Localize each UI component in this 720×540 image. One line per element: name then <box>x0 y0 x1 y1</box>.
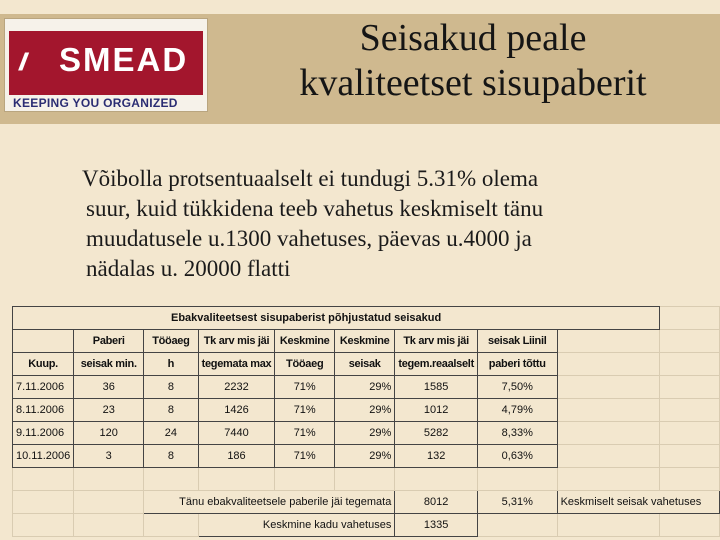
empty-cell <box>557 445 660 468</box>
smead-logo <box>4 18 208 112</box>
empty-cell <box>660 468 720 491</box>
table-header-row <box>13 330 720 353</box>
table-cell: 71% <box>275 422 335 445</box>
empty-cell <box>335 468 395 491</box>
header-cell: Paberi <box>74 330 144 353</box>
header-cell: tegemata max <box>198 353 275 376</box>
body-paragraph <box>82 164 686 284</box>
empty-cell <box>198 468 275 491</box>
table-row <box>13 399 720 422</box>
body-line-2: suur, kuid tükkidena teeb vahetus keskmiselt tänu <box>86 196 544 221</box>
table-cell: 4,79% <box>477 399 557 422</box>
table-cell: 23 <box>74 399 144 422</box>
table-cell: 71% <box>275 376 335 399</box>
header-cell: Keskmine <box>335 330 395 353</box>
table-cell: 29% <box>335 445 395 468</box>
table-header-row <box>13 353 720 376</box>
empty-cell <box>660 445 720 468</box>
header-cell: paberi tõttu <box>477 353 557 376</box>
summary-row <box>13 491 720 514</box>
table-cell: 0,63% <box>477 445 557 468</box>
empty-cell <box>660 399 720 422</box>
header-cell: Tööaeg <box>275 353 335 376</box>
empty-cell <box>660 514 720 537</box>
empty-cell <box>557 468 660 491</box>
table-row <box>13 445 720 468</box>
table-cell: 10.11.2006 <box>13 445 74 468</box>
summary-label: Tänu ebakvaliteetsele paberile jäi tegemata <box>144 491 395 514</box>
header-cell: tegem.reaalselt <box>395 353 478 376</box>
empty-cell <box>395 468 478 491</box>
summary-note: Keskmiselt seisak vahetuses <box>557 491 719 514</box>
empty-cell <box>13 468 74 491</box>
logo-slashes: /// <box>19 49 22 76</box>
empty-cell <box>144 514 198 537</box>
table-cell: 7.11.2006 <box>13 376 74 399</box>
empty-cell <box>13 514 74 537</box>
table-cell: 186 <box>198 445 275 468</box>
empty-cell <box>557 330 660 353</box>
empty-cell <box>275 468 335 491</box>
empty-cell <box>557 422 660 445</box>
header-cell: Tk arv mis jäi <box>395 330 478 353</box>
table-cell: 5282 <box>395 422 478 445</box>
table-row <box>13 422 720 445</box>
empty-cell <box>477 514 557 537</box>
table-row <box>13 376 720 399</box>
table-cell: 29% <box>335 422 395 445</box>
empty-cell <box>74 491 144 514</box>
table-cell: 8,33% <box>477 422 557 445</box>
table-cell: 8 <box>144 399 198 422</box>
average-row <box>13 514 720 537</box>
header-cell: Tööaeg <box>144 330 198 353</box>
slide-title <box>236 16 710 106</box>
empty-cell <box>13 491 74 514</box>
summary-value: 8012 <box>395 491 478 514</box>
header-cell: seisak min. <box>74 353 144 376</box>
body-line-1: Võibolla protsentuaalselt ei tundugi 5.31% olema <box>82 166 539 191</box>
table-cell: 71% <box>275 445 335 468</box>
table-cell: 3 <box>74 445 144 468</box>
table-cell: 9.11.2006 <box>13 422 74 445</box>
table-cell: 24 <box>144 422 198 445</box>
empty-cell <box>557 399 660 422</box>
empty-cell <box>557 376 660 399</box>
table-cell: 8 <box>144 376 198 399</box>
summary-percent: 5,31% <box>477 491 557 514</box>
table-cell: 8.11.2006 <box>13 399 74 422</box>
header-cell: Kuup. <box>13 353 74 376</box>
empty-cell <box>557 353 660 376</box>
average-label: Keskmine kadu vahetuses <box>198 514 395 537</box>
logo-red-box <box>9 31 203 95</box>
empty-cell <box>660 376 720 399</box>
header-cell: Tk arv mis jäi <box>198 330 275 353</box>
table-cell: 1426 <box>198 399 275 422</box>
empty-cell <box>660 307 720 330</box>
table-cell: 71% <box>275 399 335 422</box>
header-cell: seisak <box>335 353 395 376</box>
empty-cell <box>557 514 660 537</box>
table-caption-row <box>13 307 720 330</box>
header-cell: h <box>144 353 198 376</box>
logo-wordmark: SMEAD <box>59 41 189 78</box>
empty-cell <box>660 330 720 353</box>
table-cell: 36 <box>74 376 144 399</box>
table-cell: 7440 <box>198 422 275 445</box>
downtime-table <box>12 306 720 537</box>
title-line-2: kvaliteetset sisupaberit <box>299 62 647 104</box>
empty-cell <box>477 468 557 491</box>
header-cell: seisak Liinil <box>477 330 557 353</box>
table-cell: 2232 <box>198 376 275 399</box>
empty-cell <box>74 514 144 537</box>
table-caption: Ebakvaliteetsest sisupaberist põhjustatud seisakud <box>13 307 660 330</box>
title-line-1: Seisakud peale <box>359 17 587 59</box>
table-cell: 7,50% <box>477 376 557 399</box>
table-cell: 1585 <box>395 376 478 399</box>
empty-cell <box>660 353 720 376</box>
table-cell: 29% <box>335 376 395 399</box>
table-cell: 29% <box>335 399 395 422</box>
empty-cell <box>660 422 720 445</box>
header-cell: Keskmine <box>275 330 335 353</box>
header-cell <box>13 330 74 353</box>
average-value: 1335 <box>395 514 478 537</box>
table-cell: 132 <box>395 445 478 468</box>
logo-tagline: KEEPING YOU ORGANIZED <box>13 96 178 110</box>
empty-cell <box>74 468 144 491</box>
body-line-4: nädalas u. 20000 flatti <box>86 256 291 281</box>
table-cell: 120 <box>74 422 144 445</box>
body-line-3: muudatusele u.1300 vahetuses, päevas u.4000 ja <box>86 226 532 251</box>
table-row <box>13 468 720 491</box>
table-cell: 1012 <box>395 399 478 422</box>
table-cell: 8 <box>144 445 198 468</box>
empty-cell <box>144 468 198 491</box>
